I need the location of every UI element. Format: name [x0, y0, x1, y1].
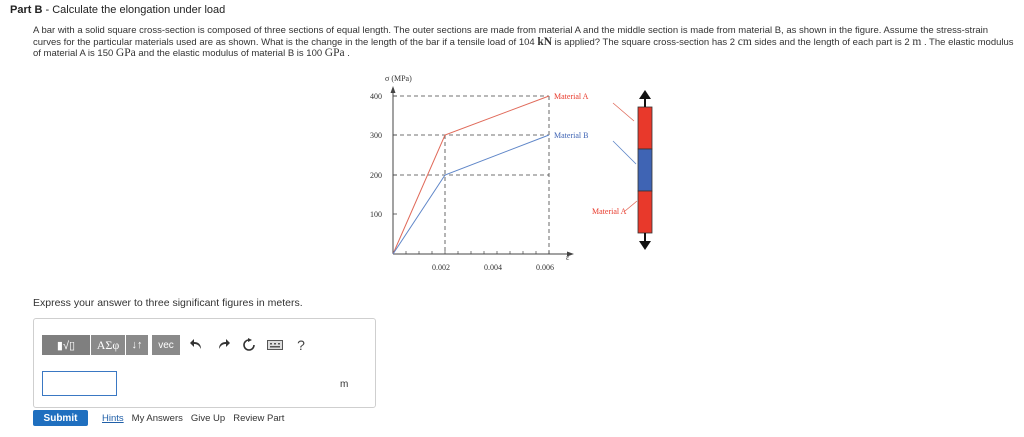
- y-tick-200: 200: [370, 171, 382, 180]
- part-title: [10, 4, 225, 16]
- unit-cm: cm: [737, 35, 752, 48]
- x-tick-0004: 0.004: [484, 263, 502, 272]
- x-axis-label: ε: [566, 253, 570, 262]
- reset-icon[interactable]: [239, 335, 259, 355]
- stress-strain-figure: [360, 66, 670, 286]
- vector-button[interactable]: vec: [152, 335, 180, 355]
- review-part-link[interactable]: Review Part: [233, 413, 285, 424]
- y-tick-100: 100: [370, 210, 382, 219]
- equation-toolbar: [42, 334, 311, 356]
- leader-material-a-lower: [625, 201, 637, 211]
- answer-instruction: Express your answer to three significant figures in meters.: [33, 297, 303, 309]
- load-arrow-up: [639, 90, 651, 99]
- submit-button[interactable]: Submit: [33, 410, 88, 426]
- problem-text: sides and the length of each part is 2: [751, 36, 913, 48]
- leader-material-b: [613, 141, 636, 164]
- arrows-button[interactable]: ↓↑: [126, 335, 148, 355]
- curve-label-material-a: Material A: [554, 92, 589, 101]
- unit-kn: kN: [537, 35, 553, 48]
- x-tick-0006: 0.006: [536, 263, 554, 272]
- curve-material-b: [393, 135, 549, 254]
- problem-statement: [33, 26, 1018, 60]
- answer-links: [102, 413, 284, 424]
- composite-bar: [638, 90, 652, 250]
- problem-text: .: [344, 48, 350, 59]
- greek-symbols-button[interactable]: ΑΣφ: [91, 335, 125, 355]
- curve-label-material-b: Material B: [554, 131, 589, 140]
- bar-label-material-a: Material A: [592, 207, 627, 216]
- y-axis-label: σ (MPa): [385, 74, 412, 83]
- unit-gpa: GPa: [324, 47, 345, 59]
- bar-section-a-top: [638, 107, 652, 149]
- answer-input[interactable]: [42, 371, 117, 396]
- templates-button[interactable]: ▮√▯: [42, 335, 90, 355]
- y-axis-arrow: [391, 86, 396, 93]
- bar-section-a-bottom: [638, 191, 652, 233]
- keyboard-icon[interactable]: [265, 335, 285, 355]
- y-tick-400: 400: [370, 92, 382, 101]
- my-answers-link[interactable]: My Answers: [131, 413, 183, 424]
- unit-m: m: [912, 35, 922, 48]
- load-arrow-down: [639, 241, 651, 250]
- problem-text: . The elastic modulus of material A is 150: [33, 36, 1014, 59]
- part-label: Part B: [10, 4, 43, 16]
- unit-gpa: GPa: [115, 47, 136, 59]
- bar-section-b-middle: [638, 149, 652, 191]
- y-tick-300: 300: [370, 131, 382, 140]
- leader-material-a: [613, 103, 634, 121]
- answer-panel: [33, 318, 376, 408]
- x-tick-0002: 0.002: [432, 263, 450, 272]
- part-heading: Calculate the elongation under load: [52, 4, 226, 16]
- part-separator: -: [42, 4, 53, 16]
- give-up-link[interactable]: Give Up: [190, 413, 226, 424]
- problem-text: is applied? The square cross-section has 2: [552, 36, 738, 48]
- hints-link[interactable]: Hints: [102, 413, 124, 424]
- problem-text: and the elastic modulus of material B is 100: [135, 48, 325, 59]
- answer-unit: m: [340, 379, 349, 390]
- undo-icon[interactable]: [187, 335, 207, 355]
- help-icon[interactable]: ?: [297, 337, 305, 353]
- redo-icon[interactable]: [213, 335, 233, 355]
- problem-text: A bar with a solid square cross-section is composed of three sections of equal length. The outer sections are made from material A and the middle section is made from material B, as shown in the figure. Assume the stress-strain curves for the particular materials used are as shown. What is the change in the length of the bar if a tensile load of 104: [33, 25, 989, 48]
